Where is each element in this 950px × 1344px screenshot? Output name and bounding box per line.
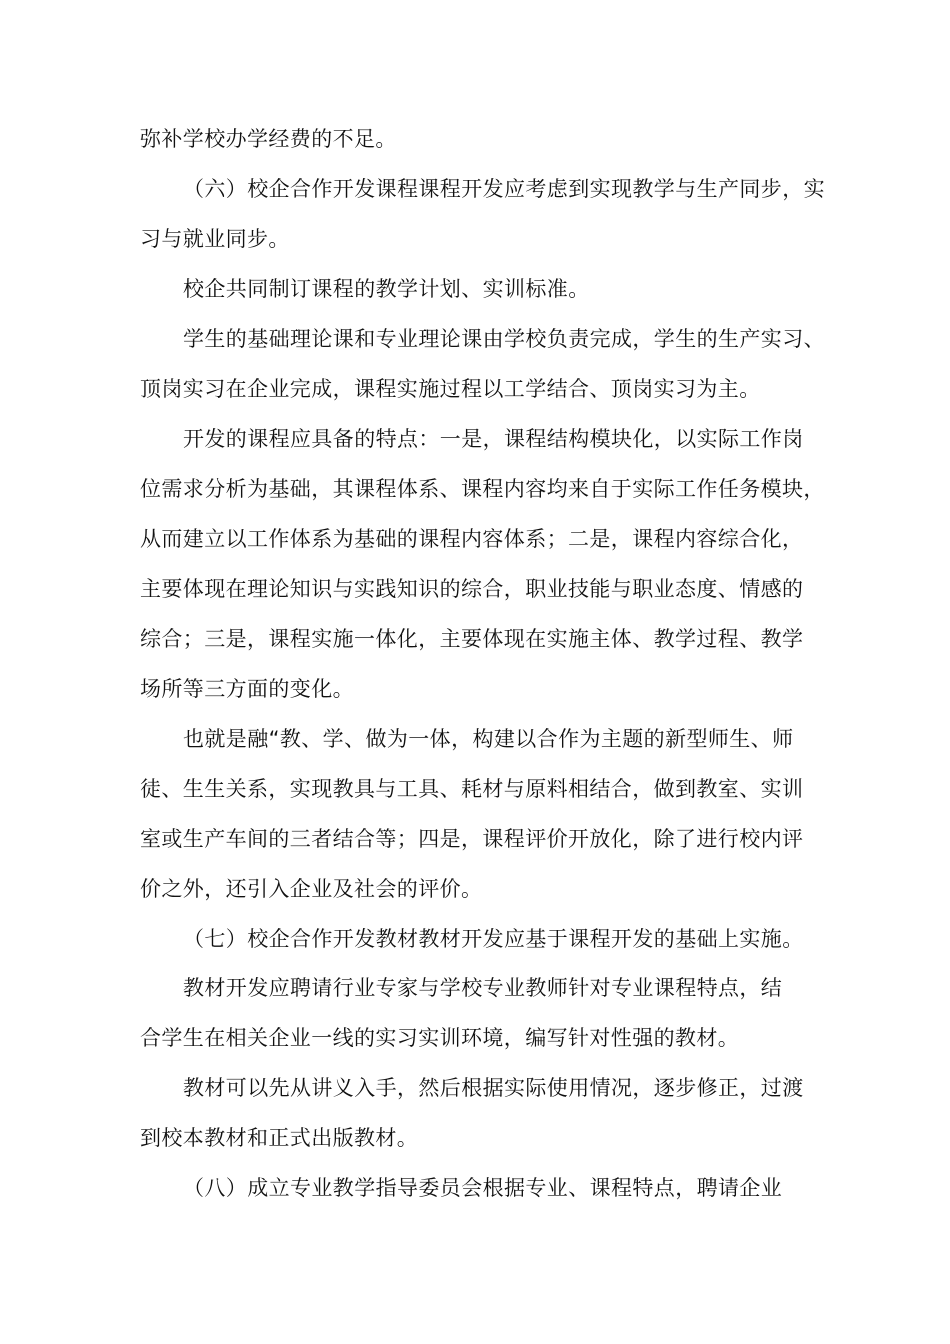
text-line: 校企共同制订课程的教学计划、实训标准。 [183,277,590,301]
text-line: 徒、生生关系，实现教具与工具、耗材与原料相结合，做到教室、实训 [140,777,804,801]
text-line: 室或生产车间的三者结合等；四是，课程评价开放化，除了进行校内评 [140,827,804,851]
text-line: 弥补学校办学经费的不足。 [140,127,397,151]
text-line: （七）校企合作开发教材教材开发应基于课程开发的基础上实施。 [183,927,804,951]
text-line: 习与就业同步。 [140,227,290,251]
text-line: 学生的基础理论课和专业理论课由学校负责完成，学生的生产实习、 [183,327,825,351]
text-line: （八）成立专业教学指导委员会根据专业、课程特点，聘请企业 [183,1176,783,1200]
text-line: 场所等三方面的变化。 [140,677,354,701]
text-line: 主要体现在理论知识与实践知识的综合，职业技能与职业态度、情感的 [140,577,804,601]
text-line: 从而建立以工作体系为基础的课程内容体系；二是，课程内容综合化， [140,527,804,551]
text-line: 合学生在相关企业一线的实习实训环境，编写针对性强的教材。 [140,1026,740,1050]
text-line: 价之外，还引入企业及社会的评价。 [140,877,483,901]
text-line: 教材可以先从讲义入手，然后根据实际使用情况，逐步修正，过渡 [183,1076,804,1100]
text-line: 位需求分析为基础，其课程体系、课程内容均来自于实际工作任务模块， [140,477,825,501]
text-line: 也就是融“教、学、做为一体，构建以合作为主题的新型师生、师 [183,727,794,751]
text-line: 顶岗实习在企业完成，课程实施过程以工学结合、顶岗实习为主。 [140,377,761,401]
text-line: （六）校企合作开发课程课程开发应考虑到实现教学与生产同步，实 [183,177,825,201]
text-line: 到校本教材和正式出版教材。 [140,1126,419,1150]
text-line: 开发的课程应具备的特点：一是，课程结构模块化，以实际工作岗 [183,427,804,451]
text-line: 教材开发应聘请行业专家与学校专业教师针对专业课程特点，结 [183,976,783,1000]
text-line: 综合；三是，课程实施一体化，主要体现在实施主体、教学过程、教学 [140,627,804,651]
